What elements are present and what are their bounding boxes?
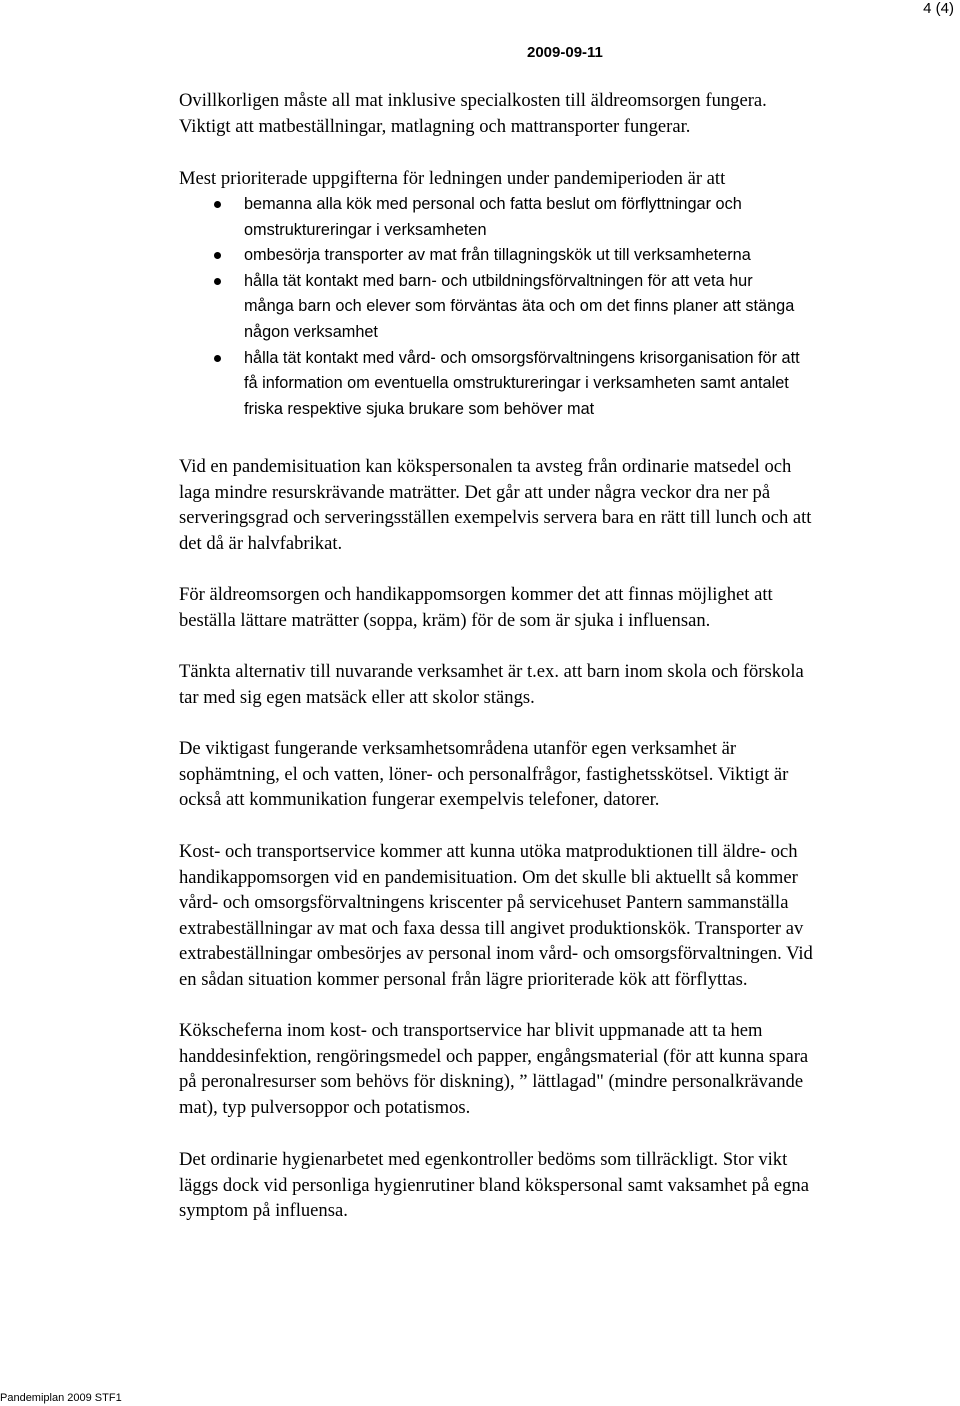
- text-line: friska respektive sjuka brukare som behöver mat: [244, 399, 595, 418]
- priorities-bullet-list: [179, 192, 939, 422]
- bullet-icon: [214, 252, 221, 259]
- text-line: extrabeställningar ombesörjes av personal inom vård- och omsorgsförvaltningen. Vid: [179, 943, 813, 965]
- list-item: [179, 192, 939, 243]
- text-line: handdesinfektion, rengöringsmedel och papper, engångsmaterial (för att kunna spara: [179, 1045, 809, 1067]
- text-line: symptom på influensa.: [179, 1200, 348, 1222]
- text-line: många barn och elever som förväntas äta och om det finns planer att stänga: [244, 297, 795, 316]
- text-line: För äldreomsorgen och handikappomsorgen kommer det att finnas möjlighet att: [179, 584, 773, 605]
- text-line: på peronalresurser som behövs för diskning), ” lättlagad" (mindre personalkrävande: [179, 1071, 804, 1093]
- text-line: handikappomsorgen vid en pandemisituation. Om det skulle bli aktuellt så kommer: [179, 866, 798, 888]
- bullet-icon: [214, 355, 221, 362]
- footer-text: Pandemiplan 2009 STF1: [0, 1392, 122, 1404]
- paragraph-hygiene: [179, 1147, 959, 1224]
- text-line: extrabeställningar av mat och faxa dessa till angivet produktionskök. Transporter av: [179, 917, 804, 939]
- text-line: en sådan situation kommer personal från lägre prioriterade kök att förflyttas.: [179, 968, 748, 990]
- list-item: [179, 269, 939, 346]
- list-item: [179, 346, 939, 423]
- text-line: Mest prioriterade uppgifterna för ledningen under pandemiperioden är att: [179, 168, 726, 189]
- text-line: någon verksamhet: [244, 322, 378, 341]
- text-line: beställa lättare maträtter (soppa, kräm) för de som är sjuka i influensan.: [179, 609, 711, 631]
- text-line: läggs dock vid personliga hygienrutiner bland kökspersonal samt vaksamhet på egna: [179, 1174, 809, 1196]
- paragraph-supplies: [179, 1018, 959, 1120]
- document-date: 2009-09-11: [527, 44, 603, 61]
- list-item: [179, 243, 939, 269]
- text-line: Det ordinarie hygienarbetet med egenkontroller bedöms som tillräckligt. Stor vikt: [179, 1149, 788, 1170]
- text-line: också att kommunikation fungerar exempelvis telefoner, datorer.: [179, 789, 660, 811]
- text-line: laga mindre resurskrävande maträtter. Det går att under några veckor dra ner på: [179, 481, 771, 503]
- intro-paragraph: [179, 88, 959, 139]
- text-line: Tänkta alternativ till nuvarande verksamhet är t.ex. att barn inom skola och förskola: [179, 661, 804, 682]
- paragraph-menu-changes: [179, 454, 959, 556]
- bullet-icon: [214, 278, 221, 285]
- text-line: tar med sig egen matsäck eller att skolor stängs.: [179, 686, 535, 708]
- text-line: Kökscheferna inom kost- och transportservice har blivit uppmanade att ta hem: [179, 1020, 763, 1041]
- text-line: Vid en pandemisituation kan kökspersonalen ta avsteg från ordinarie matsedel och: [179, 456, 792, 477]
- page-number: 4 (4): [923, 0, 954, 17]
- paragraph-food-production: [179, 839, 959, 993]
- text-line: mat), typ pulversoppor och potatismos.: [179, 1096, 471, 1118]
- text-line: det då är halvfabrikat.: [179, 532, 343, 554]
- text-line: sophämtning, el och vatten, löner- och personalfrågor, fastighetsskötsel. Viktigt är: [179, 763, 789, 785]
- text-line: omstruktureringar i verksamheten: [244, 220, 487, 239]
- paragraph-elderly-care: [179, 582, 959, 633]
- text-line: De viktigast fungerande verksamhetsområdena utanför egen verksamhet är: [179, 738, 737, 759]
- text-line: få information om eventuella omstruktureringar i verksamheten samt antalet: [244, 374, 789, 393]
- paragraph-alternatives: [179, 659, 959, 710]
- priorities-lead: [179, 166, 959, 192]
- text-line: ombesörja transporter av mat från tillagningskök ut till verksamheterna: [244, 246, 751, 265]
- text-line: Ovillkorligen måste all mat inklusive specialkosten till äldreomsorgen fungera.: [179, 90, 767, 111]
- text-line: Viktigt att matbeställningar, matlagning och mattransporter fungerar.: [179, 115, 691, 137]
- text-line: Kost- och transportservice kommer att kunna utöka matproduktionen till äldre- och: [179, 841, 798, 862]
- paragraph-essential-services: [179, 736, 959, 813]
- bullet-icon: [214, 201, 221, 208]
- text-line: hålla tät kontakt med vård- och omsorgsförvaltningens krisorganisation för att: [244, 348, 800, 367]
- text-line: hålla tät kontakt med barn- och utbildningsförvaltningen för att veta hur: [244, 271, 753, 290]
- text-line: vård- och omsorgsförvaltningens kriscenter på servicehuset Pantern sammanställa: [179, 892, 789, 914]
- text-line: bemanna alla kök med personal och fatta beslut om förflyttningar och: [244, 195, 742, 213]
- text-line: serveringsgrad och serveringsställen exempelvis servera bara en rätt till lunch och att: [179, 507, 812, 529]
